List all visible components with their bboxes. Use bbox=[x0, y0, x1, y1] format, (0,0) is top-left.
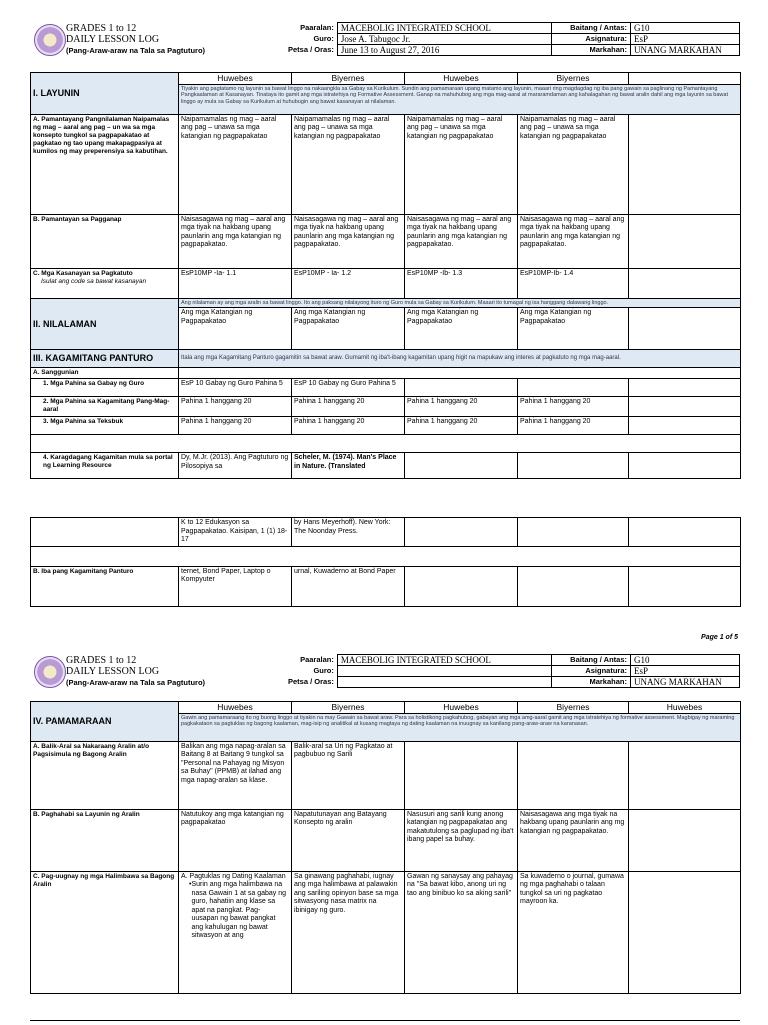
day-header: Huwebes bbox=[405, 702, 518, 714]
nilalaman-cell: Ang mga Katangian ng Pagpapakatao bbox=[179, 308, 292, 350]
a-cell: Balikan ang mga napag-aralan sa Baitang 8 at Baitang 9 tungkol sa "Personal na Pahayag ng Misyon sa Buhay" (PPMB) at ilahad ang mga napag-aralan sa klase. bbox=[179, 741, 292, 809]
c-cell: Gawan ng sanaysay ang pahayag na "Sa bawat kibo, anong uri ng tao ang binibuo ko sa aking sarili" bbox=[405, 871, 518, 993]
pang-mag-aaral-label: 2. Mga Pahina sa Kagamitang Pang-Mag-aaral bbox=[31, 397, 179, 417]
lesson-grid-1 bbox=[30, 72, 741, 479]
empty-cell bbox=[518, 518, 629, 547]
a-cell: Naipamamalas ng mag – aaral ang pag – unawa sa mga katangian ng pagpapakatao bbox=[405, 114, 518, 214]
deped-seal-icon bbox=[34, 24, 66, 56]
empty-row bbox=[31, 546, 741, 566]
markahan-value: UNANG MARKAHAN bbox=[630, 45, 739, 56]
sanggunian-label: A. Sanggunian bbox=[31, 368, 179, 379]
empty-cell bbox=[518, 741, 629, 809]
empty-cell bbox=[629, 453, 741, 479]
day-header: Huwebes bbox=[405, 73, 518, 85]
day-header: Biyernes bbox=[518, 73, 629, 85]
guro-value: Jose A. Tabugoc Jr. bbox=[337, 34, 552, 45]
header-meta-table bbox=[210, 654, 740, 688]
nilalaman-note: Ang nilalaman ay ang mga aralin sa bawat linggo. Ito ang paksang nilalayong ituro ng Guro mula sa Gabay sa Kurikulum. Maaari ito tumagal ng isa hanggang dalawang linggo. bbox=[179, 298, 741, 308]
petsa-label: Petsa / Oras: bbox=[288, 676, 334, 686]
petsa-value: June 13 to August 27, 2016 bbox=[337, 45, 552, 56]
brand-title: GRADES 1 to 12 DAILY LESSON LOG (Pang-Araw-araw na Tala sa Pagtuturo) bbox=[66, 655, 206, 687]
b-kagamitan-cell: urnal, Kuwaderno at Bond Paper bbox=[292, 566, 405, 606]
b-cell: Naisasagawa ng mag – aaral ang mga tiyak na hakbang upang paunlarin ang mga katangian ng pagpapakatao. bbox=[179, 214, 292, 268]
empty-cell bbox=[518, 566, 629, 606]
nilalaman-cell: Ang mga Katangian ng Pagpapakatao bbox=[292, 308, 405, 350]
b-cell: Napatutunayan ang Batayang Konsepto ng aralin bbox=[292, 809, 405, 871]
lesson-grid-1-cont bbox=[30, 517, 741, 607]
b-cell: Naisasagawa ng mag – aaral ang mga tiyak na hakbang upang paunlarin ang mga katangian ng pagpapakatao. bbox=[518, 214, 629, 268]
empty-cell bbox=[405, 566, 518, 606]
empty-cell bbox=[405, 741, 518, 809]
asignatura-value: EsP bbox=[630, 34, 739, 45]
nilalaman-title: II. NILALAMAN bbox=[31, 298, 179, 350]
brand-title: GRADES 1 to 12 DAILY LESSON LOG (Pang-Araw-araw na Tala sa Pagtuturo) bbox=[66, 23, 206, 55]
b-kagamitan-cell: ternet, Bond Paper, Laptop o Kompyuter bbox=[179, 566, 292, 606]
empty-cell bbox=[629, 741, 741, 809]
empty-cell bbox=[629, 114, 741, 214]
empty-cell bbox=[629, 518, 741, 547]
empty-cell bbox=[629, 871, 741, 993]
b-cell: Naisasagawa ng mag – aaral ang mga tiyak na hakbang upang paunlarin ang mga katangian ng pagpapakatao. bbox=[292, 214, 405, 268]
c-cell-1: A. Pagtuklas ng Dating Kaalaman • Surin ang mga halimbawa na nasa Gawain 1 at sa gabay ng guro, hahatiin ang klase sa apat na pangkat. Pag- uusapan ng bawat pangkat ang kahulugan ng bawat sitwasyon at ang bbox=[179, 871, 292, 993]
baitang-label: Baitang / Antas: bbox=[552, 23, 631, 34]
layunin-note: Tiyakin ang pagtatamo ng layunin sa bawat linggo na nakaangkla sa Gabay sa Kurikulum. Sundin ang pamamaraan upang matamo ang layunin, maaari ring magdagdag ng iba pang gawain sa paglinang ng Pamantayang Pangkaalaman at Kasanayan. Tinataya ito gamit ang mga istratehiya ng Formative Assessment. Ganap na mahuhubog ang mga mag-aaral at mararamdaman ang kahalagahan ng bawat aralin dahil ang mga layunin sa bawat linggo ay mula sa Gabay sa Kurikulum at huhubugin ang bawat kasanayan at nilalaman. bbox=[179, 84, 741, 114]
r1-cell: EsP 10 Gabay ng Guro Pahina 5 bbox=[179, 379, 292, 397]
empty-cell bbox=[518, 453, 629, 479]
code-cell: EsP10MP -Ia- 1.1 bbox=[179, 268, 292, 298]
kasanayan-label: C. Mga Kasanayan sa Pagkatuto Isulat ang code sa bawat kasanayan bbox=[31, 268, 179, 298]
asignatura-label: Asignatura: bbox=[552, 666, 631, 677]
header-meta-table bbox=[210, 22, 740, 56]
c-cell: Sa ginawang paghahabi, iugnay ang mga halimbawa at palawakin ang sariling opinyon base sa mga sitwasyong nasa matrix na ibinigay ng guro. bbox=[292, 871, 405, 993]
a-cell: Naipamamalas ng mag – aaral ang pag – unawa sa mga katangian ng pagpapakatao bbox=[292, 114, 405, 214]
day-header: Biyernes bbox=[518, 702, 629, 714]
code-cell: EsP10MP-Ib- 1.4 bbox=[518, 268, 629, 298]
page-number: Page 1 of 5 bbox=[701, 634, 738, 641]
empty-cell bbox=[629, 397, 741, 417]
a-cell: Naipamamalas ng mag – aaral ang pag – unawa sa mga katangian ng pagpapakatao bbox=[518, 114, 629, 214]
day-header-empty bbox=[629, 73, 741, 85]
pamantayan-sa-pagganap-label: B. Pamantayan sa Pagganap bbox=[31, 214, 179, 268]
r4-cell: Scheler, M. (1974). Man's Place in Nature. (Translated bbox=[292, 453, 405, 479]
iba-pang-kagamitan-label: B. Iba pang Kagamitang Panturo bbox=[31, 566, 179, 606]
cont-cell: K to 12 Edukasyon sa Pagpapakatao. Kaisipan, 1 (1) 18-17 bbox=[179, 518, 292, 547]
r2-cell: Pahina 1 hanggang 20 bbox=[405, 397, 518, 417]
baitang-label: Baitang / Antas: bbox=[552, 655, 631, 666]
guro-label: Guro: bbox=[313, 33, 334, 43]
kagamitan-note: Itala ang mga Kagamitang Panturo gagamitin sa bawat araw. Gumamit ng iba't-ibang kagamitan upang higit na mapukaw ang interes at pagkatuto ng mga mag-aaral. bbox=[179, 350, 741, 368]
day-header: Biyernes bbox=[292, 702, 405, 714]
r3-cell: Pahina 1 hanggang 20 bbox=[292, 417, 405, 435]
empty-cell bbox=[629, 809, 741, 871]
karagdagang-kagamitan-label: 4. Karagdagang Kagamitan mula sa portal ng Learning Resource bbox=[31, 453, 179, 479]
deped-seal-icon bbox=[34, 656, 66, 688]
markahan-label: Markahan: bbox=[552, 45, 631, 56]
day-header: Huwebes bbox=[179, 73, 292, 85]
b-cell: Naisasagawa ang mga tiyak na hakbang upang paunlarin ang mg katangian ng pagpapakatao. bbox=[518, 809, 629, 871]
r1-cell bbox=[405, 379, 518, 397]
day-header: Biyernes bbox=[292, 73, 405, 85]
day-header: Huwebes bbox=[629, 702, 741, 714]
code-cell: EsP10MP -Ib- 1.3 bbox=[405, 268, 518, 298]
empty-cell bbox=[629, 566, 741, 606]
r1-cell: EsP 10 Gabay ng Guro Pahina 5 bbox=[292, 379, 405, 397]
empty-cell bbox=[31, 518, 179, 547]
b-cell: Nasusuri ang sarili kung anong katangian ng pagpapakatao ang makatutulong sa paglupad ng iba't ibang papel sa buhay. bbox=[405, 809, 518, 871]
empty-cell bbox=[405, 453, 518, 479]
pamantayang-pangnilalaman-label: A. Pamantayang Pangnilalaman Naipamalas ng mag – aaral ang pag – un wa sa mga konsepto tungkol sa pagpapakatao at pagkatao ng tao upang makapagpasiya at kumilos ng may preperensiya sa kabutihan. bbox=[31, 114, 179, 214]
code-cell: EsP10MP - Ia- 1.2 bbox=[292, 268, 405, 298]
empty-cell bbox=[629, 268, 741, 298]
r2-cell: Pahina 1 hanggang 20 bbox=[292, 397, 405, 417]
markahan-value: UNANG MARKAHAN bbox=[630, 677, 739, 688]
empty-cell bbox=[629, 308, 741, 350]
r3-cell: Pahina 1 hanggang 20 bbox=[179, 417, 292, 435]
guro-value-empty bbox=[337, 666, 552, 677]
petsa-label: Petsa / Oras: bbox=[288, 44, 334, 54]
paaralan-label: Paaralan: bbox=[300, 654, 334, 664]
r3-cell: Pahina 1 hanggang 20 bbox=[405, 417, 518, 435]
empty-cell bbox=[629, 417, 741, 435]
pag-uugnay-label: C. Pag-uugnay ng mga Halimbawa sa Bagong Aralin bbox=[31, 871, 179, 993]
empty-row bbox=[31, 435, 741, 453]
pamamaraan-title: IV. PAMAMARAAN bbox=[31, 702, 179, 742]
nilalaman-cell: Ang mga Katangian ng Pagpapakatao bbox=[405, 308, 518, 350]
teksbuk-label: 3. Mga Pahina sa Teksbuk bbox=[31, 417, 179, 435]
nilalaman-cell: Ang mga Katangian ng Pagpapakatao bbox=[518, 308, 629, 350]
c-cell: Sa kuwaderno o journal, gumawa ng mga paghahabi o talaan tungkol sa uri ng pagkatao mayroon ka. bbox=[518, 871, 629, 993]
markahan-label: Markahan: bbox=[552, 677, 631, 688]
empty-cell bbox=[629, 214, 741, 268]
guro-label: Guro: bbox=[313, 665, 334, 675]
kagamitan-title: III. KAGAMITANG PANTURO bbox=[31, 350, 179, 368]
paaralan-value: MACEBOLIG INTEGRATED SCHOOL bbox=[337, 23, 552, 34]
a-cell: Naipamamalas ng mag – aaral ang pag – unawa sa mga katangian ng pagpapakatao bbox=[179, 114, 292, 214]
layunin-title: I. LAYUNIN bbox=[31, 73, 179, 115]
r2-cell: Pahina 1 hanggang 20 bbox=[179, 397, 292, 417]
lesson-grid-2 bbox=[30, 701, 741, 994]
gabay-ng-guro-label: 1. Mga Pahina sa Gabay ng Guro bbox=[31, 379, 179, 397]
paaralan-label: Paaralan: bbox=[300, 22, 334, 32]
empty-cell bbox=[179, 368, 741, 379]
baitang-value: G10 bbox=[630, 655, 739, 666]
next-table-top-edge bbox=[30, 1020, 740, 1025]
asignatura-value: EsP bbox=[630, 666, 739, 677]
pamamaraan-note: Gawin ang pamamaraang ito ng buong linggo at tiyakin na may Gawain sa bawat araw. Para sa holistikong pagkahubog, gabayan ang mga amg-aaral gamit ang mga istratehiya ng formative assessment. Magbigay ng maraming pagkakataon sa pagtuklas ng bagong kaalaman, mag-isip ng analitikal at kusang magtaya ng dating kaalaman na inuugnay sa kanilang pang-araw-araw na karanasan. bbox=[179, 713, 741, 741]
day-header: Huwebes bbox=[179, 702, 292, 714]
b-cell: Natutukoy ang mga katangian ng pagpapakatao bbox=[179, 809, 292, 871]
a-cell: Balik-aral sa Uri ng Pagkatao at pagbubuo ng Sarili bbox=[292, 741, 405, 809]
petsa-value-empty bbox=[337, 677, 552, 688]
header-block-2 bbox=[30, 654, 740, 690]
r2-cell: Pahina 1 hanggang 20 bbox=[518, 397, 629, 417]
r4-cell: Dy, M.Jr. (2013). Ang Pagtuturo ng Pilosopiya sa bbox=[179, 453, 292, 479]
cont-cell: by Hans Meyerhoff). New York: The Noonday Press. bbox=[292, 518, 405, 547]
paghahabi-label: B. Paghahabi sa Layunin ng Aralin bbox=[31, 809, 179, 871]
r3-cell: Pahina 1 hanggang 20 bbox=[518, 417, 629, 435]
baitang-value: G10 bbox=[630, 23, 739, 34]
paaralan-value: MACEBOLIG INTEGRATED SCHOOL bbox=[337, 655, 552, 666]
empty-cell bbox=[629, 379, 741, 397]
empty-cell bbox=[405, 518, 518, 547]
header-block-1 bbox=[30, 22, 740, 58]
asignatura-label: Asignatura: bbox=[552, 34, 631, 45]
r1-cell bbox=[518, 379, 629, 397]
b-cell: Naisasagawa ng mag – aaral ang mga tiyak na hakbang upang paunlarin ang mga katangian ng pagpapakatao. bbox=[405, 214, 518, 268]
balik-aral-label: A. Balik-Aral sa Nakaraang Aralin at/o Pagsisimula ng Bagong Aralin bbox=[31, 741, 179, 809]
